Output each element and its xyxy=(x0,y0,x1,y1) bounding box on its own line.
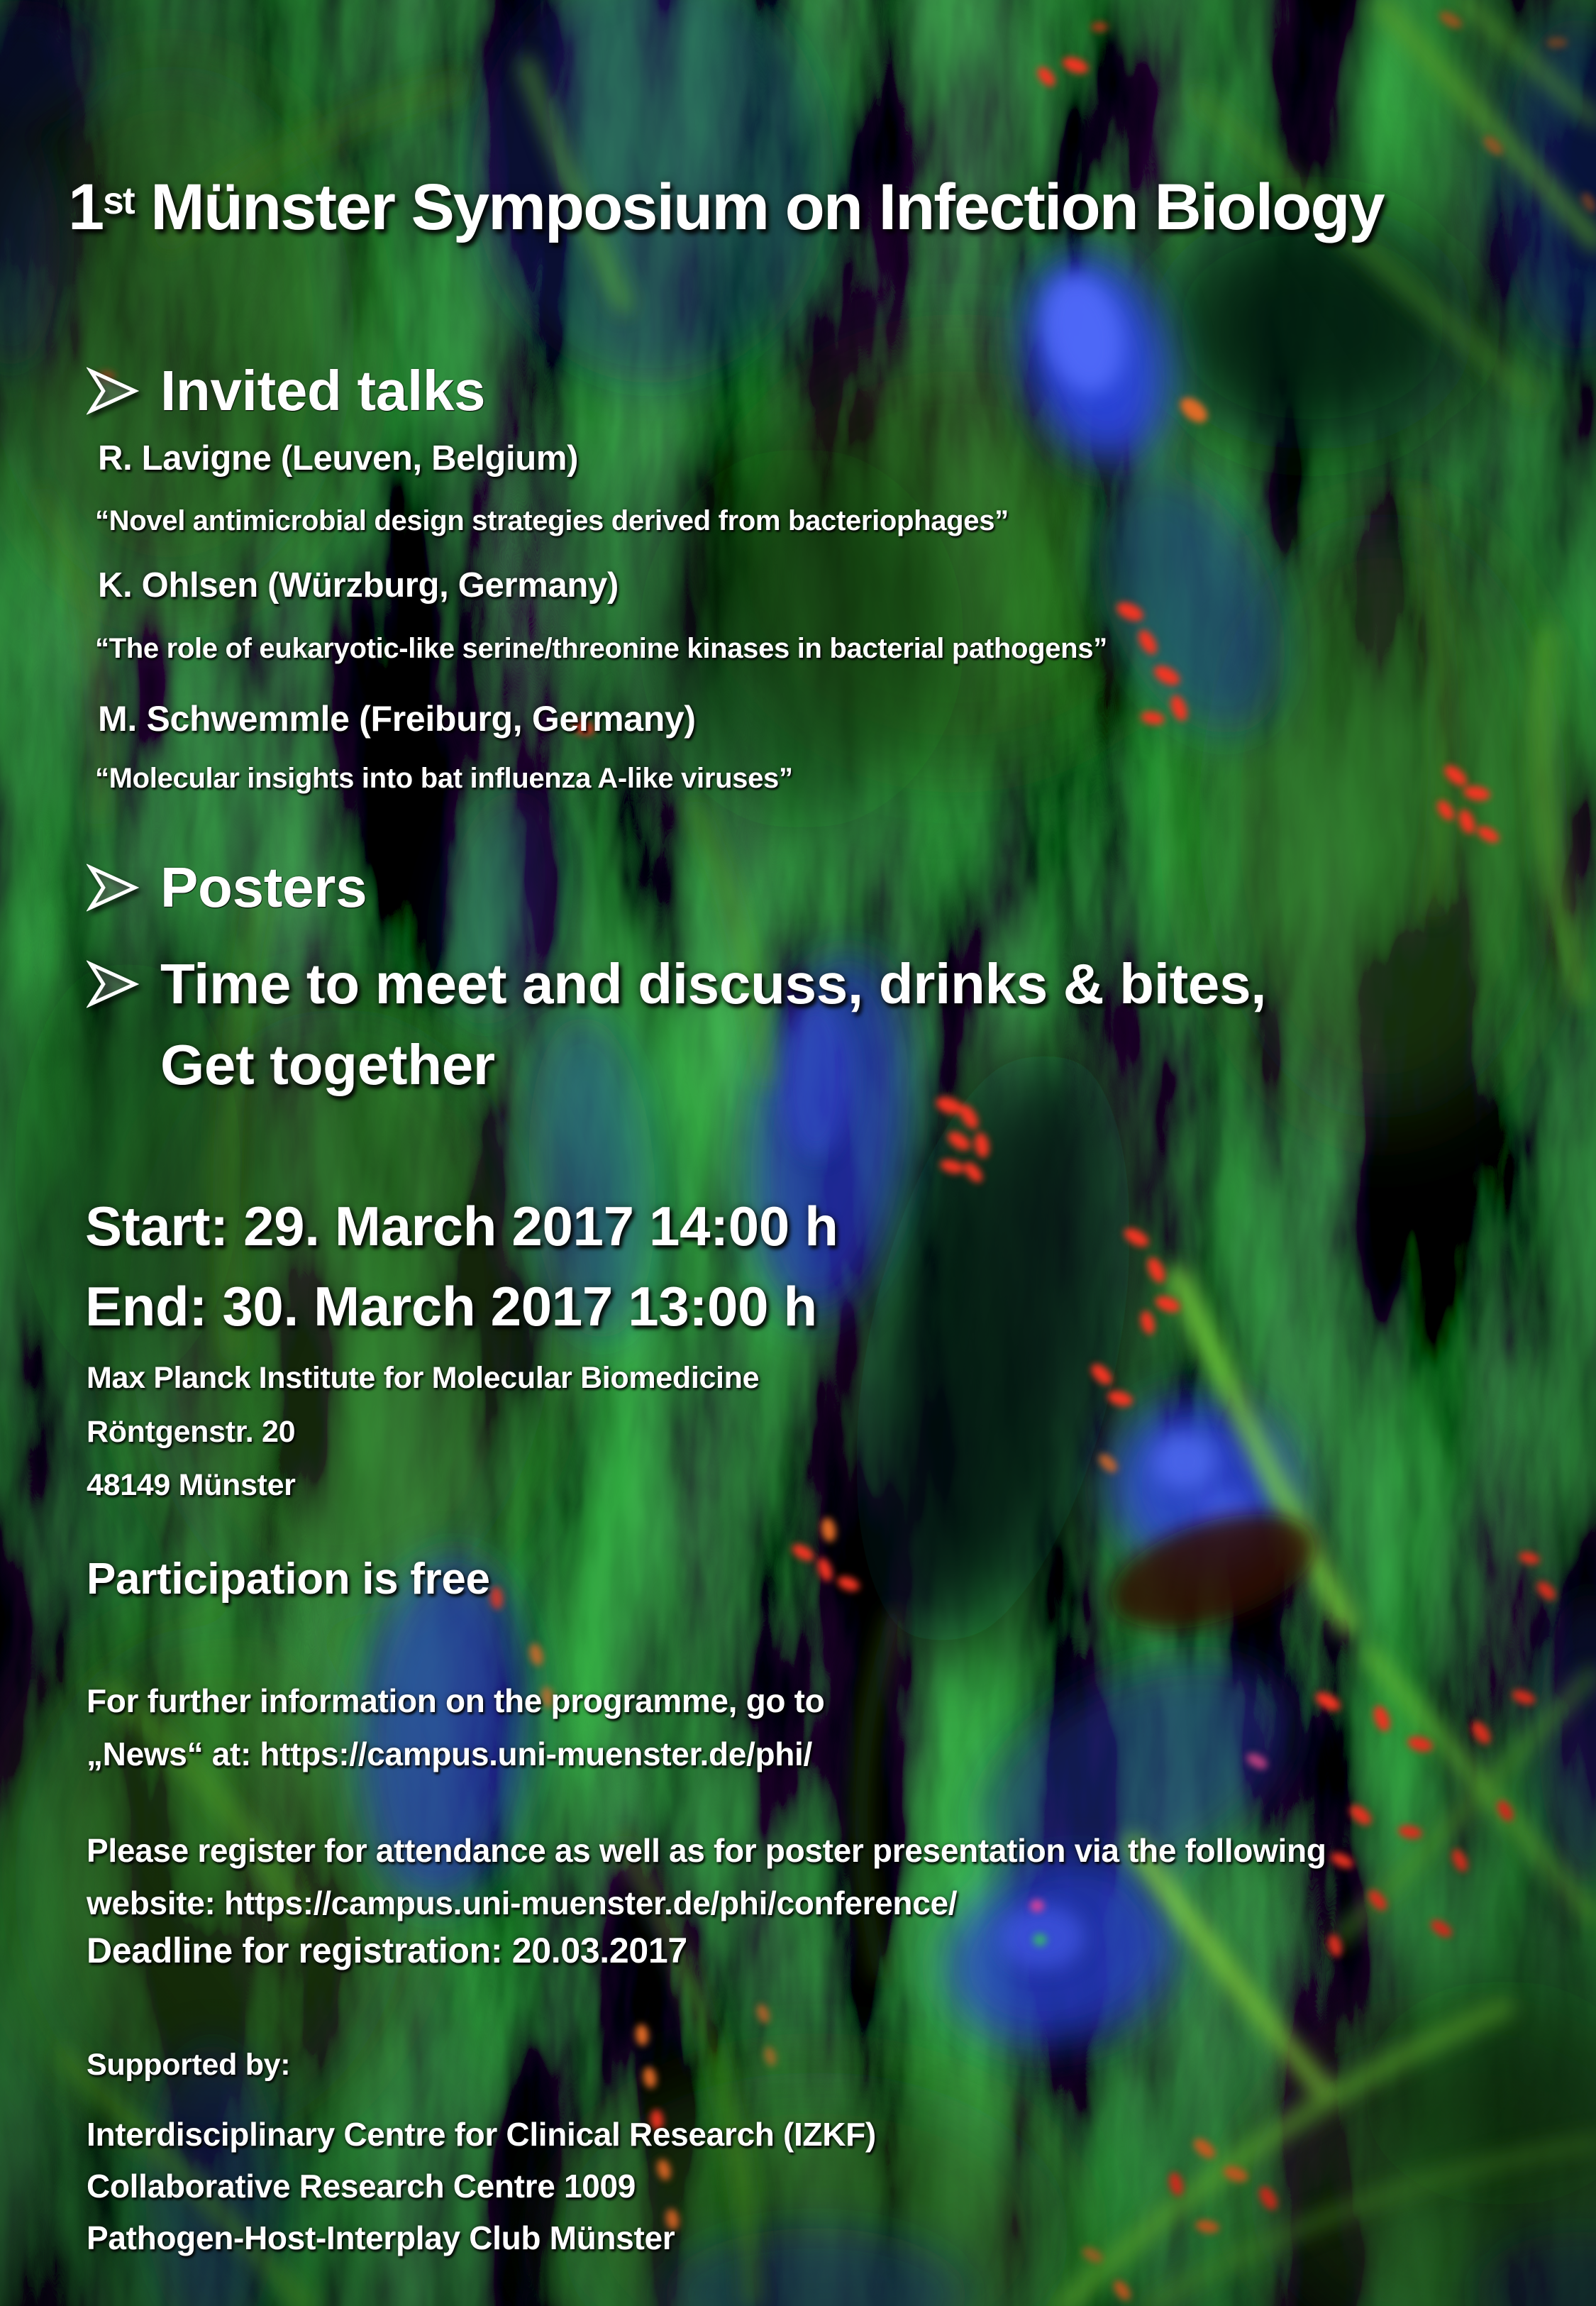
speaker-talk-title: “The role of eukaryotic-like serine/threonine kinases in bacterial pathogens” xyxy=(95,633,1107,664)
speaker-talk-title: “Molecular insights into bat influenza A-like viruses” xyxy=(95,763,793,794)
section-posters xyxy=(87,855,367,920)
social-heading-line2: Get together xyxy=(160,1032,495,1096)
speaker-name: R. Lavigne (Leuven, Belgium) xyxy=(98,439,579,478)
schedule-block xyxy=(85,1186,838,1347)
section-get-together xyxy=(87,944,1266,1105)
end-date: End: 30. March 2017 13:00 h xyxy=(85,1275,817,1338)
registration-url: website: https://campus.uni-muenster.de/phi/conference/ xyxy=(87,1884,958,1921)
section-invited-talks xyxy=(87,358,485,424)
programme-info-block xyxy=(87,1675,824,1780)
speaker-name: M. Schwemmle (Freiburg, Germany) xyxy=(98,699,696,739)
registration-deadline: Deadline for registration: 20.03.2017 xyxy=(87,1931,687,1970)
supporters-list xyxy=(87,2109,876,2264)
title-ordinal: st xyxy=(103,180,134,222)
arrow-bullet-icon xyxy=(87,365,160,417)
social-line-1 xyxy=(87,944,1266,1025)
supported-by-heading: Supported by: xyxy=(87,2048,291,2082)
info-line1: For further information on the programme, go to xyxy=(87,1682,825,1719)
venue-block xyxy=(87,1352,759,1513)
posters-heading: Posters xyxy=(160,856,367,919)
venue-institute: Max Planck Institute for Molecular Biomedicine xyxy=(87,1361,760,1395)
speaker-talk-title: “Novel antimicrobial design strategies derived from bacteriophages” xyxy=(95,505,1009,536)
title-rest: Münster Symposium on Infection Biology xyxy=(133,171,1384,243)
supporter-item: Interdisciplinary Centre for Clinical Research (IZKF) xyxy=(87,2116,876,2153)
page-title xyxy=(68,170,1384,245)
venue-city: 48149 Münster xyxy=(87,1468,296,1503)
supporter-item: Pathogen-Host-Interplay Club Münster xyxy=(87,2219,675,2256)
title-number: 1 xyxy=(68,171,104,243)
arrow-bullet-icon xyxy=(87,958,160,1010)
venue-street: Röntgenstr. 20 xyxy=(87,1414,296,1449)
participation-note: Participation is free xyxy=(87,1555,490,1604)
supporter-item: Collaborative Research Centre 1009 xyxy=(87,2167,636,2205)
arrow-bullet-icon xyxy=(87,861,160,914)
social-heading-line1: Time to meet and discuss, drinks & bites, xyxy=(160,952,1267,1015)
start-date: Start: 29. March 2017 14:00 h xyxy=(85,1195,838,1257)
registration-line1: Please register for attendance as well as for poster presentation via the following xyxy=(87,1832,1326,1869)
invited-talks-heading: Invited talks xyxy=(160,359,486,422)
speaker-name: K. Ohlsen (Würzburg, Germany) xyxy=(98,566,619,605)
info-url: „News“ at: https://campus.uni-muenster.de/phi/ xyxy=(87,1735,812,1772)
registration-block xyxy=(87,1825,1326,1929)
